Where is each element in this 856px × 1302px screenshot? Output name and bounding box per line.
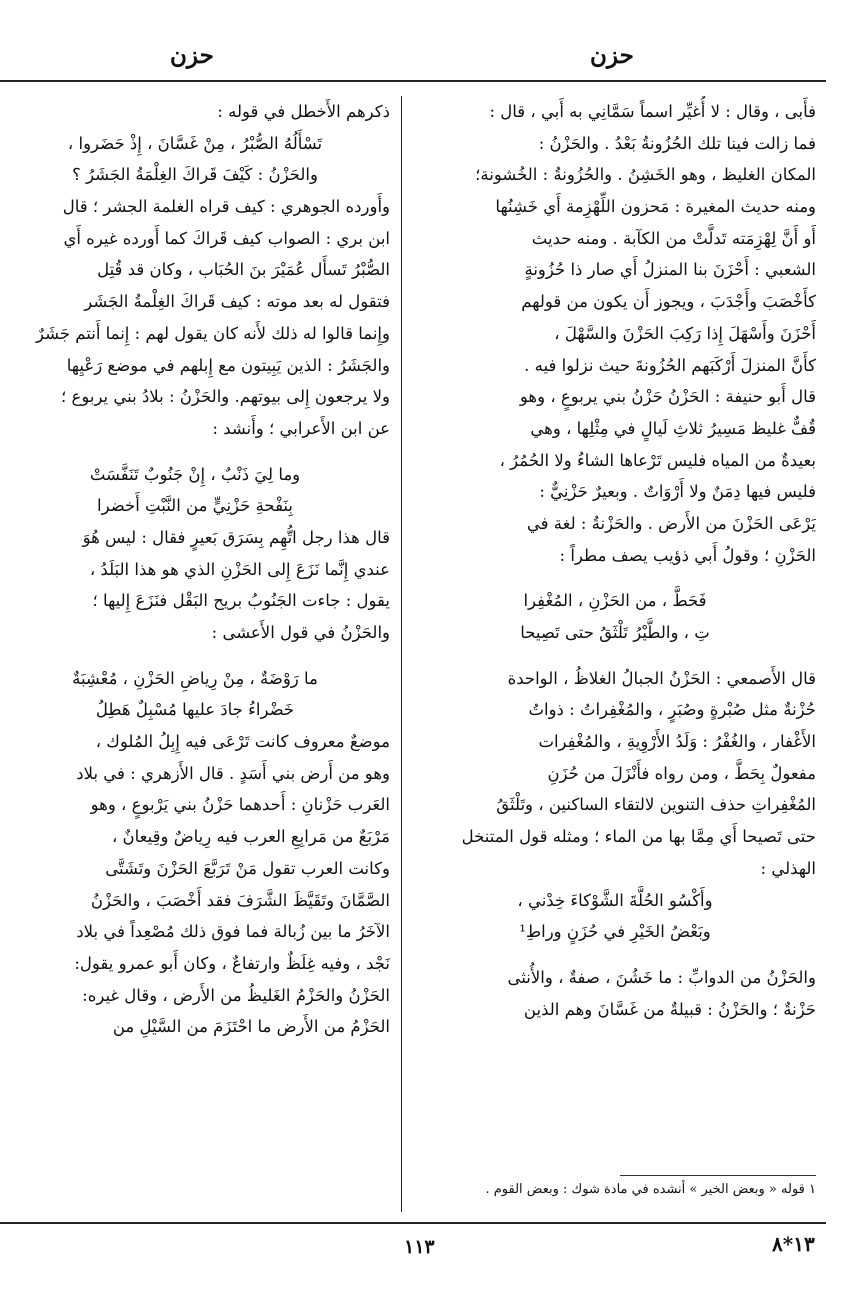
top-rule bbox=[0, 80, 826, 82]
text-line: الحَزْنِ ؛ وقولُ أَبي ذؤيب يصف مطراً : bbox=[559, 545, 816, 565]
text-line: أَحْزَنَ وأَسْهَلَ إِذا رَكِبَ الحَزْنَ والسَّهْلَ ، bbox=[554, 323, 816, 343]
spacer bbox=[414, 571, 816, 585]
left-column bbox=[0, 96, 390, 1043]
verse-line: فَحَطَّ ، من الحَزْنِ ، المُغْفِرا bbox=[523, 591, 707, 611]
text-line: والجَشَرُ : الذين يَبِيتون مع إِبلهم في موضع رَعْيِها bbox=[66, 355, 390, 375]
text-line: ذكرهم الأَخطل في قوله : bbox=[217, 102, 390, 121]
spacer bbox=[414, 649, 816, 663]
text-line: قال الأَصمعي : الحَزْنُ الجبالُ الغلاظُ ، الواحدة bbox=[507, 668, 816, 688]
text-line: يقول : جاءت الجَنُوبُ بريح البَقْل فنَزَعَ إِليها ؛ bbox=[92, 591, 390, 611]
verse-line: بِنَفْحةِ حَزْنِيٍّ من النَّبْتِ أَخضرا bbox=[97, 496, 293, 516]
verse-line: والحَزْنُ : كَيْفَ قَراكَ الغِلْمَةُ الجَشَرُ ؟ bbox=[72, 165, 318, 185]
text-line: عندي إِنَّما نَزَعَ إِلى الحَزْنِ الذي هو هذا البَلَدُ ، bbox=[89, 559, 390, 579]
text-line: الصَّمَّانَ وتَقَيَّظَ الشَّرَفَ فقد أَخْصَبَ ، والحَزْنُ bbox=[90, 890, 390, 910]
footnote: ١ قوله « وبعض الخير » أنشده في مادة شوك : وبعض القوم . bbox=[485, 1182, 816, 1197]
text-line: حتى تَصيحا أَي مِمَّا بها من الماء ؛ ومثله قول المتنخل bbox=[461, 827, 816, 847]
text-line: مَرْبَعٌ من مَرابِعِ العرب فيه رِياضٌ وقِيعانٌ ، bbox=[111, 827, 390, 847]
text-line: حُزْنةٌ مثل صُبْرةٍ وصُبَرٍ ، والمُغْفِراتُ : ذواتُ bbox=[528, 700, 816, 720]
verse-line: ما رَوْضَةٌ ، مِنْ رِياضِ الحَزْنِ ، مُعْشِبَةٌ bbox=[72, 668, 318, 688]
verse-line: تِ ، والطَّيْرُ تَلْثَقُ حتى تَصِيحا bbox=[520, 623, 710, 642]
text-line: كأَنَّ المنزلَ أَرْكَبَهم الحُزُونةَ حيث نزلوا فيه . bbox=[524, 355, 816, 375]
text-line: نَجْد ، وفيه غِلَظٌ وارتفاعٌ ، وكان أَبو عمرو يقول: bbox=[74, 953, 390, 973]
text-line: قُفٌّ غليظ مَسِيرُ ثلاثِ لَيالٍ في مِثْلِها ، وهي bbox=[530, 418, 816, 438]
text-line: كأَخْصَبَ وأَجْدَبَ ، ويجوز أَن يكون من قولهم bbox=[521, 292, 816, 312]
text-line: فليس فيها دِمَنٌ ولا أَرْوَاتٌ . وبعيرٌ حَزْنِيٌّ : bbox=[539, 482, 816, 502]
text-line: قال هذا رجل اتُّهِم بِسَرَق بَعيرٍ فقال : ليس هُوَ bbox=[82, 527, 390, 547]
column-divider bbox=[401, 96, 402, 1212]
right-column bbox=[414, 96, 816, 1025]
text-line: الهذلي : bbox=[760, 858, 816, 878]
spacer bbox=[414, 948, 816, 962]
text-line: الأَغْفار ، والغُفْرُ : وَلَدُ الأَرْوِيةِ ، والمُغْفِرات bbox=[538, 732, 816, 752]
text-line: وكانت العرب تقول مَنْ تَرَبَّعَ الحَزْنَ وتَشَتَّى bbox=[105, 858, 390, 878]
text-line: بعيدةٌ من المياه فليس تَرْعاها الشاءُ ولا الحُمُرُ ، bbox=[499, 450, 816, 470]
text-line: حَزْنةٌ ؛ والحَزْنُ : قبيلةٌ من غَسَّانَ وهم الذين bbox=[523, 999, 816, 1019]
footnote-rule bbox=[620, 1175, 816, 1176]
text-line: ومنه حديث المغيرة : مَحزون اللِّهْزِمة أَي خَشِنُها bbox=[495, 197, 816, 217]
text-line: والحَزْنُ في قول الأَعشى : bbox=[211, 623, 390, 642]
verse-line: وما لِيَ ذَنْبٌ ، إِنْ جَنُوبٌ تَنَفَّسَتْ bbox=[89, 464, 301, 484]
text-line: المُغْفِراتِ حذف التنوين لالتقاء الساكنين ، وتَلْثَقُ bbox=[496, 795, 816, 815]
text-line: أَو أَنَّ لِهْزِمَته تَدلَّتْ من الكآبة . ومنه حديث bbox=[531, 228, 816, 248]
text-line: عن ابن الأَعرابي ؛ وأَنشد : bbox=[212, 418, 390, 438]
text-line: العَرب حَزْنانِ : أَحدهما حَزْنُ بني يَرْبوعٍ ، وهو bbox=[90, 795, 390, 815]
verse-line: وبَعْضُ الخَيْرِ في حُزَنٍ وراطِ¹ bbox=[519, 922, 711, 942]
running-head-left: حزن bbox=[170, 42, 214, 69]
running-head-right: حزن bbox=[590, 42, 634, 69]
text-line: الحَزْنُ والحَزْمُ الغَليظُ من الأَرض ، وقال غيره: bbox=[82, 985, 390, 1005]
verse-line: خَضْراءُ جادَ عليها مُسْبِلٌ هَطِلُ bbox=[95, 700, 295, 720]
text-line: قال أَبو حنيفة : الحَزْنُ حَزْنُ بني يربوعٍ ، وهو bbox=[519, 387, 816, 407]
verse-line: وأَكْسُو الحُلَّةَ الشَّوْكاءَ خِدْني ، bbox=[517, 890, 713, 910]
text-line: الشعبي : أَحْزَنَ بنا المنزلُ أَي صار ذا حُزُونةٍ bbox=[524, 260, 816, 280]
text-line: وهو من أَرض بني أَسَدٍ . قال الأَزهري : في بلاد bbox=[76, 763, 390, 783]
text-line: مفعولٌ بِحَطَّ ، ومن رواه فأَنْزَلَ من حُزَنِ bbox=[547, 763, 816, 783]
text-line: وأَورده الجوهري : كيف قراه الغلمة الجشر ؛ قال bbox=[62, 197, 390, 217]
page-number: ١١٣ bbox=[404, 1236, 435, 1258]
verse-line: تَسْأَلُهُ الصُّبْرُ ، مِنْ غَسَّانَ ، إِذْ حَضَروا ، bbox=[67, 133, 323, 153]
text-line: الصُّبْرُ تَسأَل عُمَيْرَ بنَ الحُبَاب ، وكان قد قُتِل bbox=[97, 260, 390, 280]
text-line: فأَبى ، وقال : لا أُغيِّر اسماً سَمَّانِي به أَبي ، قال : bbox=[489, 102, 816, 121]
text-line: الآخَرُ ما بين زُبالة فما فوق ذلك مُصْعِداً في بلاد bbox=[76, 922, 390, 942]
text-line: موضعٌ معروف كانت تَرْعَى فيه إِبِلُ المُلوك ، bbox=[95, 732, 390, 752]
text-line: الحَزْمُ من الأَرض ما احْتَزَمَ من السَّيْلِ من bbox=[112, 1017, 390, 1037]
bottom-rule bbox=[0, 1222, 826, 1224]
text-line: فما زالت فينا تلك الحُزُونةُ بَعْدُ . والحَزْنُ : bbox=[538, 133, 816, 153]
spacer bbox=[0, 649, 390, 663]
text-line: وإِنما قالوا له ذلك لأَنه كان يقول لهم : إِنما أَنتم جَشَرٌ bbox=[36, 323, 390, 343]
text-line: المكان الغليظ ، وهو الخَشِنُ . والحُزُونةُ : الخُشونة؛ bbox=[475, 165, 816, 185]
text-line: ولا يرجعون إِلى بيوتهم. والحَزْنُ : بلادُ بني يربوع ؛ bbox=[61, 387, 390, 407]
text-line: يَرْعَى الحَزْنَ من الأَرض . والحَزْنةُ : لغة في bbox=[526, 513, 816, 533]
text-line: فتقول له بعد موته : كيف قَراكَ الغِلْمةُ الجَشَر bbox=[84, 292, 390, 312]
text-line: والحَزْنُ من الدوابِّ : ما خَشُنَ ، صفةٌ ، والأُنثى bbox=[507, 967, 816, 987]
text-line: ابن بري : الصواب كيف قَراكَ كما أَورده غيره أَي bbox=[63, 228, 390, 248]
signature-mark: ١٣*٨ bbox=[772, 1232, 815, 1256]
spacer bbox=[0, 445, 390, 459]
